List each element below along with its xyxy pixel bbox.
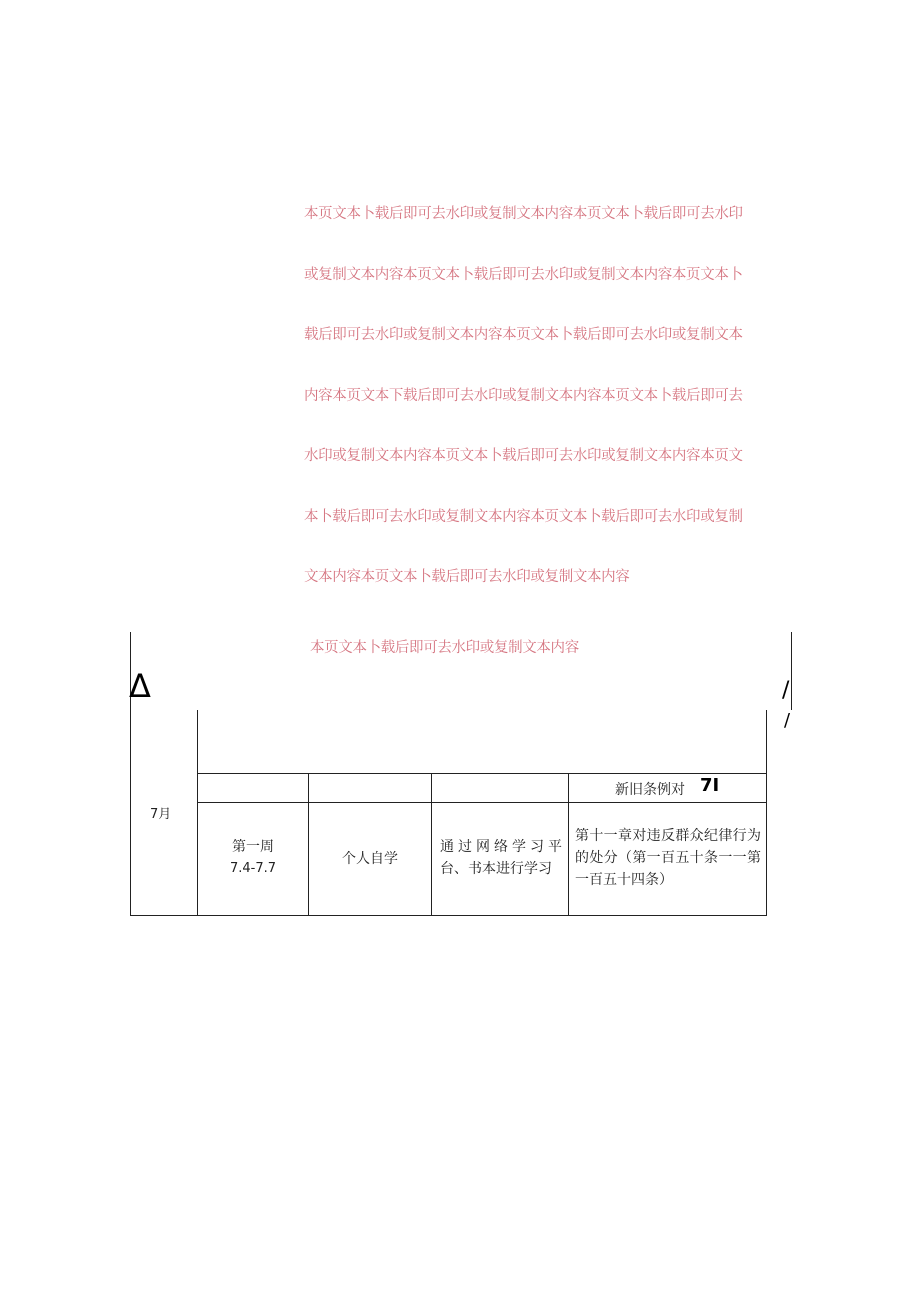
table-col-line-4 [568, 773, 569, 916]
week-label: 第一周 [232, 839, 274, 855]
month-label: 7月 [150, 807, 172, 822]
watermark-line: 内容本页文本下载后即可去水印或复制文本内容本页文本卜载后即可去 [304, 387, 743, 404]
watermark-line: 本卜载后即可去水印或复制文本内容本页文本卜载后即可去水印或复制 [304, 508, 743, 525]
table-header-top-line [197, 773, 767, 774]
watermark-line: 或复制文本内容本页文本卜载后即可去水印或复制文本内容本页文本卜 [304, 266, 743, 283]
watermark-single-line: 本页文本卜载后即可去水印或复制文本内容 [310, 640, 579, 656]
cell-method: 个人自学 [342, 851, 398, 867]
triangle-mark: Δ [129, 667, 151, 705]
watermark-line: 载后即可去水印或复制文本内容本页文本卜载后即可去水印或复制文本 [304, 327, 743, 343]
table-col-line-1 [197, 710, 198, 916]
watermark-line: 文本内容本页文本卜载后即可去水印或复制文本内容 [304, 569, 630, 585]
watermark-paragraph [304, 202, 790, 626]
cell-week [198, 836, 308, 880]
header-cell-comparison: 新旧条例对 [615, 782, 685, 798]
frame-right-upper [791, 632, 792, 710]
cell-content: 第十一章对违反群众纪律行为的处分（第一百五十条一一第一百五十四条） [575, 828, 761, 888]
table-right-line [766, 710, 767, 916]
table-bottom-line [130, 915, 767, 916]
header-mark: 7I [700, 775, 720, 796]
table-col-line-3 [431, 773, 432, 916]
slash-mark-lower: / [784, 710, 791, 731]
table-col-line-2 [308, 773, 309, 916]
week-dates: 7.4-7.7 [229, 861, 277, 876]
table-header-bottom-line [197, 802, 767, 803]
slash-mark: / [782, 678, 790, 703]
watermark-line: 水印或复制文本内容本页文本卜载后即可去水印或复制文本内容本页文 [304, 448, 743, 464]
cell-approach: 通过网络学习平台、书本进行学习 [440, 839, 562, 877]
watermark-line: 本页文本卜载后即可去水印或复制文本内容本页文本卜载后即可去水印 [304, 206, 743, 222]
